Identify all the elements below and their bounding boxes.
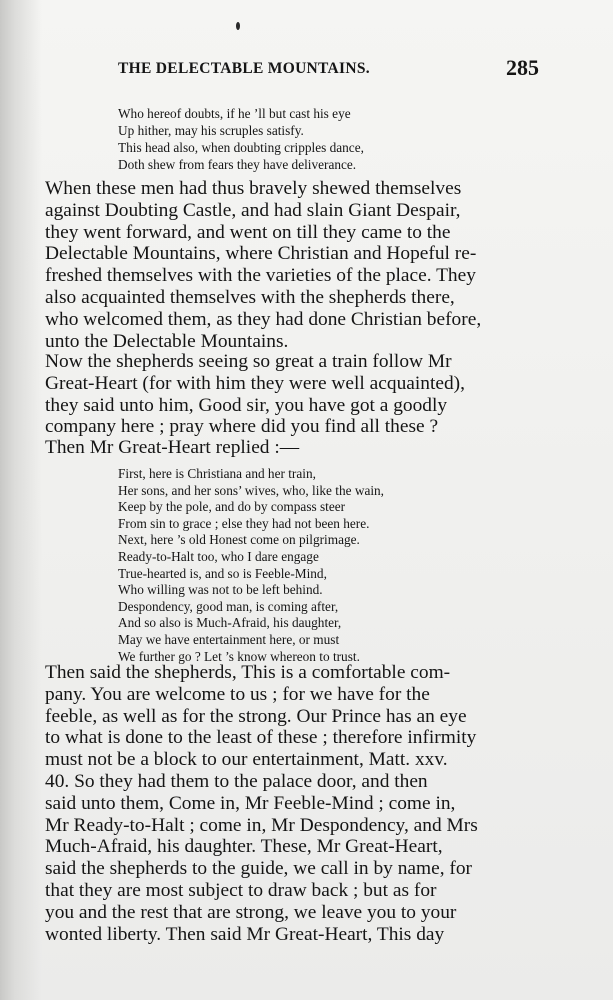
verse-line: Ready-to-Halt too, who I dare engage bbox=[118, 548, 319, 564]
paragraph-two bbox=[45, 351, 465, 438]
text-line: you and the rest that are strong, we leave you to your bbox=[45, 901, 457, 923]
text-line: feeble, as well as for the strong. Our Prince has an eye bbox=[45, 705, 467, 727]
text-line: said the shepherds to the guide, we call in by name, for bbox=[45, 858, 473, 880]
text-line: company here ; pray where did you find all these ? bbox=[45, 416, 439, 438]
text-line: to what is done to the least of these ; therefore infirmity bbox=[45, 727, 477, 749]
verse-line: First, here is Christiana and her train, bbox=[118, 466, 316, 481]
verse-line: This head also, when doubting cripples dance, bbox=[118, 140, 364, 155]
text-line: also acquainted themselves with the shepherds there, bbox=[45, 286, 455, 308]
ink-speck bbox=[236, 22, 240, 30]
verse-line: Up hither, may his scruples satisfy. bbox=[118, 123, 304, 138]
text-line: freshed themselves with the varieties of the place. They bbox=[45, 265, 476, 287]
text-line: unto the Delectable Mountains. bbox=[45, 330, 289, 352]
running-title: THE DELECTABLE MOUNTAINS. bbox=[118, 60, 370, 77]
verse-line: Doth shew from fears they have deliverance. bbox=[118, 157, 357, 172]
paragraph-one bbox=[45, 178, 481, 352]
text-line: Mr Ready-to-Halt ; come in, Mr Despondency, and Mrs bbox=[45, 814, 478, 836]
text-line: pany. You are welcome to us ; for we have for the bbox=[45, 683, 430, 705]
text-line: who welcomed them, as they had done Christian before, bbox=[45, 308, 482, 330]
verse-line: From sin to grace ; else they had not been here. bbox=[118, 515, 370, 531]
text-line: Great-Heart (for with him they were well acquainted), bbox=[45, 372, 465, 394]
text-line: they said unto him, Good sir, you have got a goodly bbox=[45, 394, 448, 416]
text-line: must not be a block to our entertainment, Matt. xxv. bbox=[45, 749, 448, 771]
verse-line: Next, here ’s old Honest come on pilgrimage. bbox=[118, 532, 360, 548]
text-line: When these men had thus bravely shewed themselves bbox=[45, 178, 462, 199]
verse-line: Keep by the pole, and do by compass steer bbox=[118, 499, 346, 515]
text-line: wonted liberty. Then said Mr Great-Heart, This day bbox=[45, 923, 445, 945]
text-line: Delectable Mountains, where Christian and Hopeful re- bbox=[45, 243, 477, 265]
text-line: Then said the shepherds, This is a comfortable com- bbox=[45, 662, 451, 683]
verse-line: Her sons, and her sons’ wives, who, like the wain, bbox=[118, 482, 385, 498]
text-line: that they are most subject to draw back ; but as for bbox=[45, 879, 437, 901]
verse-line: May we have entertainment here, or must bbox=[118, 631, 340, 647]
verse-line: And so also is Much-Afraid, his daughter, bbox=[118, 615, 342, 631]
text-line: Much-Afraid, his daughter. These, Mr Great-Heart, bbox=[45, 836, 443, 858]
paragraph-three bbox=[45, 437, 299, 459]
page-number: 285 bbox=[506, 55, 539, 80]
text-line: against Doubting Castle, and had slain Giant Despair, bbox=[45, 199, 461, 221]
verse-line: We further go ? Let ’s know whereon to trust. bbox=[118, 648, 360, 664]
text-line: 40. So they had them to the palace door, and then bbox=[45, 770, 428, 792]
verse-line: True-hearted is, and so is Feeble-Mind, bbox=[118, 565, 327, 581]
text-line: Then Mr Great-Heart replied :— bbox=[45, 437, 300, 458]
verse-line: Who willing was not to be left behind. bbox=[118, 582, 323, 598]
binding-shadow bbox=[0, 0, 42, 1000]
second-verse bbox=[118, 466, 384, 665]
text-line: they went forward, and went on till they came to the bbox=[45, 221, 451, 243]
opening-verse bbox=[118, 105, 364, 173]
text-line: Now the shepherds seeing so great a train follow Mr bbox=[45, 351, 452, 372]
verse-line: Who hereof doubts, if he ’ll but cast his eye bbox=[118, 106, 351, 121]
text-line: said unto them, Come in, Mr Feeble-Mind ; come in, bbox=[45, 792, 456, 814]
verse-line: Despondency, good man, is coming after, bbox=[118, 598, 339, 614]
paragraph-four bbox=[45, 662, 478, 945]
